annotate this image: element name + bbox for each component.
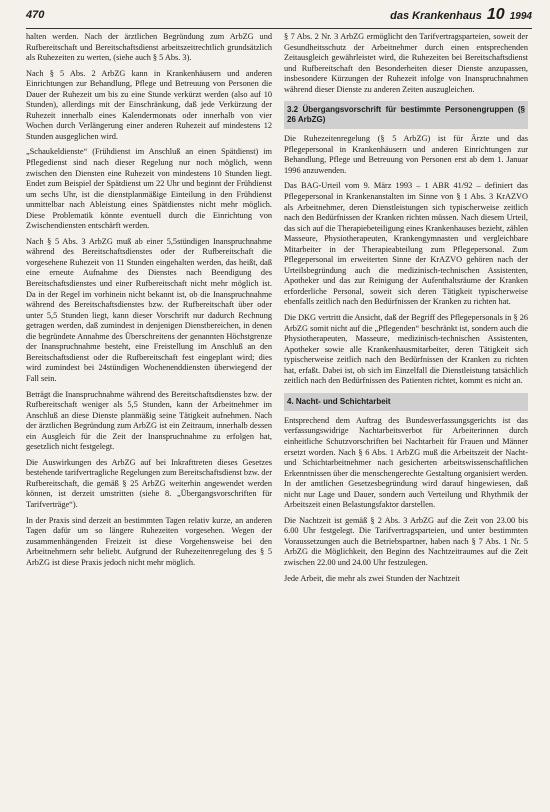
issue-year: 1994 bbox=[509, 11, 532, 22]
right-column bbox=[284, 32, 528, 589]
paragraph: Nach § 5 Abs. 2 ArbZG kann in Krankenhäusern und anderen Einrichtungen zur Behandlung, Pflege und Betreuung von Personen die Dauer der Ruhezeit um bis zu eine Stunde verkürzt werden (also auf 10 Stunden), allerdings mit der Einschränkung, daß jede Verkürzung der Ruhezeit innerhalb eines Kalendermonats oder innerhalb von vier Wochen durch Verlängerung einer anderen Ruhezeit auf mindestens 12 Stunden ausgeglichen wird. bbox=[26, 68, 272, 141]
page-header bbox=[26, 6, 532, 29]
paragraph: Die Nachtzeit ist gemäß § 2 Abs. 3 ArbZG auf die Zeit von 23.00 bis 6.00 Uhr festgelegt. Die Tarifvertragsparteien, und unter bestimmten Voraussetzungen auch die Betriebspartner, haben nach § 7 Abs. 1 Nr. 5 ArbZG die Möglichkeit, den Beginn des Nachtzeitraumes auf die Zeit zwischen 22.00 und 24.00 Uhr festzulegen. bbox=[284, 515, 528, 567]
paragraph: Entsprechend dem Auftrag des Bundesverfassungsgerichts ist das verfassungswidrige Nachtarbeitsverbot für Arbeiterinnen durch einheitliche Schutzvorschriften bei Nachtarbeit für Frauen und Männer ersetzt worden. Nach § 6 Abs. 1 ArbZG muß die Arbeitszeit der Nacht- und Schichtarbeitnehmer nach gesicherten arbeitswissenschaftlichen Erkenntnissen über die menschengerechte Gestaltung organisiert werden. In der amtlichen Gesetzesbegründung wird darauf hingewiesen, daß nicht nur Lage und Dauer, sondern auch Verteilung und Rhythmik der Arbeitszeit einen Belastungsfaktor darstellen. bbox=[284, 415, 528, 510]
paragraph: § 7 Abs. 2 Nr. 3 ArbZG ermöglicht den Tarifvertragsparteien, soweit der Gesundheitsschutz der Arbeitnehmer durch einen entsprechenden Zeitausgleich gewährleistet wird, die Ruhezeiten bei Bereitschaftsdienst und Rufbereitschaft den Besonderheiten dieser Dienste anzupassen, insbesondere Kürzungen der Ruhezeit infolge von Inanspruchnahmen während dieser Dienste zu anderen Zeiten auszugleichen. bbox=[284, 32, 528, 94]
journal-running-head bbox=[390, 6, 532, 24]
paragraph: Nach § 5 Abs. 3 ArbZG muß ab einer 5,5stündigen Inanspruchnahme während des Bereitschaftsdienstes oder der Rufbereitschaft die vorgesehene Ruhezeit von 11 Stunden eingehalten werden, das heißt, daß eine erneute Aufnahme des Dienstes nach Beendigung des Bereitschaftsdienstes und einer Rufbereitschaft nicht mehr möglich ist. Da in der Regel im vorhinein nicht bekannt ist, ob die Inanspruchnahme während des Bereitschaftsdienstes bzw. der Rufbereitschaft über oder unter 5,5 Stunden liegt, kann dieser Vorschrift nur dadurch Rechnung getragen werden, daß zumindest in denjenigen Dienstbereichen, in denen die begründete Annahme des Überschreitens der genannten Höchstgrenze der Inanspruchnahme besteht, eine Freistellung im Anschluß an den Bereitschaftsdienst oder die Rufbereitschaft fest eingeplant wird; dies wird zumindest bei 24stündigen Wochenenddiensten überwiegend der Fall sein. bbox=[26, 236, 272, 383]
left-column bbox=[26, 32, 272, 573]
paragraph: Das BAG-Urteil vom 9. März 1993 – 1 ABR 41/92 – definiert das Pflegepersonal in Krankenanstalten im Sinne von § 1 Abs. 3 KrAZVO als Arbeitnehmer, deren Dienstleistungen sich typischerweise zeitlich nach den Bedürfnissen der Kranken richten müssen. Nach diesem Urteil, das sich auf die Therapiebeteiligung eines Krankenhauses bezieht, zählen Masseure, Physiotherapeuten, Krankengymnasten und vergleichbare Mitarbeiter in der Therapieabteilung zum Pflegepersonal. Zum Pflegepersonal im erweiterten Sinne der KrAZVO gehören nach der Urteilsbegründung auch die medizinisch-technischen Assistenten, Apotheker und das zur Reinigung der Aufenthaltsräume der Kranken erforderliche Personal, soweit sich deren Tätigkeit typischerweise ebenfalls zeitlich nach den Bedürfnissen der Kranken zu richten hat. bbox=[284, 181, 528, 307]
paragraph: In der Praxis sind derzeit an bestimmten Tagen relativ kurze, an anderen Tagen dafür um so längere Ruhezeiten vorgesehen. Wegen der zusammenhängenden Freizeit ist diese Vorgehensweise bei den Arbeitnehmern sehr beliebt. Aufgrund der Ruhezeitenregelung des § 5 ArbZG ist diese Praxis jedoch nicht mehr möglich. bbox=[26, 515, 272, 567]
paragraph: Die Ruhezeitenregelung (§ 5 ArbZG) ist für Ärzte und das Pflegepersonal in Krankenhäusern und anderen Einrichtungen zur Behandlung, Pflege und Betreuung von Personen erst ab dem 1. Januar 1996 anzuwenden. bbox=[284, 134, 528, 175]
section-heading-3-2: 3.2 Übergangsvorschrift für bestimmte Personengruppen (§ 26 ArbZG) bbox=[284, 101, 528, 129]
journal-title: das Krankenhaus bbox=[390, 10, 482, 22]
paragraph: Die Auswirkungen des ArbZG auf bei Inkrafttreten dieses Gesetzes bestehende tarifvertragliche Regelungen zum Bereitschaftsdienst bzw. der Rufbereitschaft, die gemäß § 25 ArbZG weiterhin angewendet werden können, ist derzeit umstritten (siehe 8. „Übergangsvorschriften für Tarifverträge“). bbox=[26, 457, 272, 509]
paragraph: Beträgt die Inanspruchnahme während des Bereitschaftsdienstes bzw. der Rufbereitschaft weniger als 5,5 Stunden, kann der Arbeitnehmer im Anschluß an diese Dienste planmäßig seine Tätigkeit aufnehmen. Nach der ärztlichen Begründung zum ArbZG ist ein Zeitraum, innerhalb dessen ein Ausgleich für die Zeit der Inanspruchnahme zu erfolgen hat, gesetzlich nicht festgelegt. bbox=[26, 389, 272, 452]
issue-number: 10 bbox=[486, 6, 505, 23]
section-heading-4: 4. Nacht- und Schichtarbeit bbox=[284, 393, 528, 411]
paragraph: halten werden. Nach der ärztlichen Begründung zum ArbZG und Rufbereitschaft und Bereitschaftsdienst arbeitszeitrechtlich grundsätzlich als Ruhezeiten zu werten, (siehe auch § 5 Abs. 3). bbox=[26, 32, 272, 63]
page-number: 470 bbox=[26, 9, 45, 21]
paragraph: „Schaukeldienste“ (Frühdienst im Anschluß an einen Spätdienst) im Pflegedienst sind nach dieser Regelung nur noch möglich, wenn zwischen den Diensten eine Ruhezeit von mindestens 10 Stunden liegt. Endet zum Beispiel der Spätdienst um 22 Uhr und beginnt der Frühdienst um sechs Uhr, ist die dienstplanmäßige Einteilung in den Frühdienst unmittelbar nach Ableistung eines Spätdienstes nicht mehr möglich. Diese Problematik könnte eventuell durch die Einrichtung von Zwischendiensten entschärft werden. bbox=[26, 147, 272, 231]
paragraph: Jede Arbeit, die mehr als zwei Stunden der Nachtzeit bbox=[284, 573, 460, 583]
paragraph: Die DKG vertritt die Ansicht, daß der Begriff des Pflegepersonals in § 26 ArbZG somit nicht auf die „Pflegenden“ beschränkt ist, sondern auch die Physiotherapeuten, Masseure, medizinisch-technischen Assistenten, Apotheker sowie alle Krankenhausmitarbeiter, deren Tätigkeit sich typischerweise zeitlich nach den Bedürfnissen der Kranken zu richten hat, erfaßt. Dabei ist, ob sich im Einzelfall die Dienstleistung tatsächlich zeitlich nach den Bedürfnissen des Patienten richtet, kommt es nicht an. bbox=[284, 313, 528, 386]
